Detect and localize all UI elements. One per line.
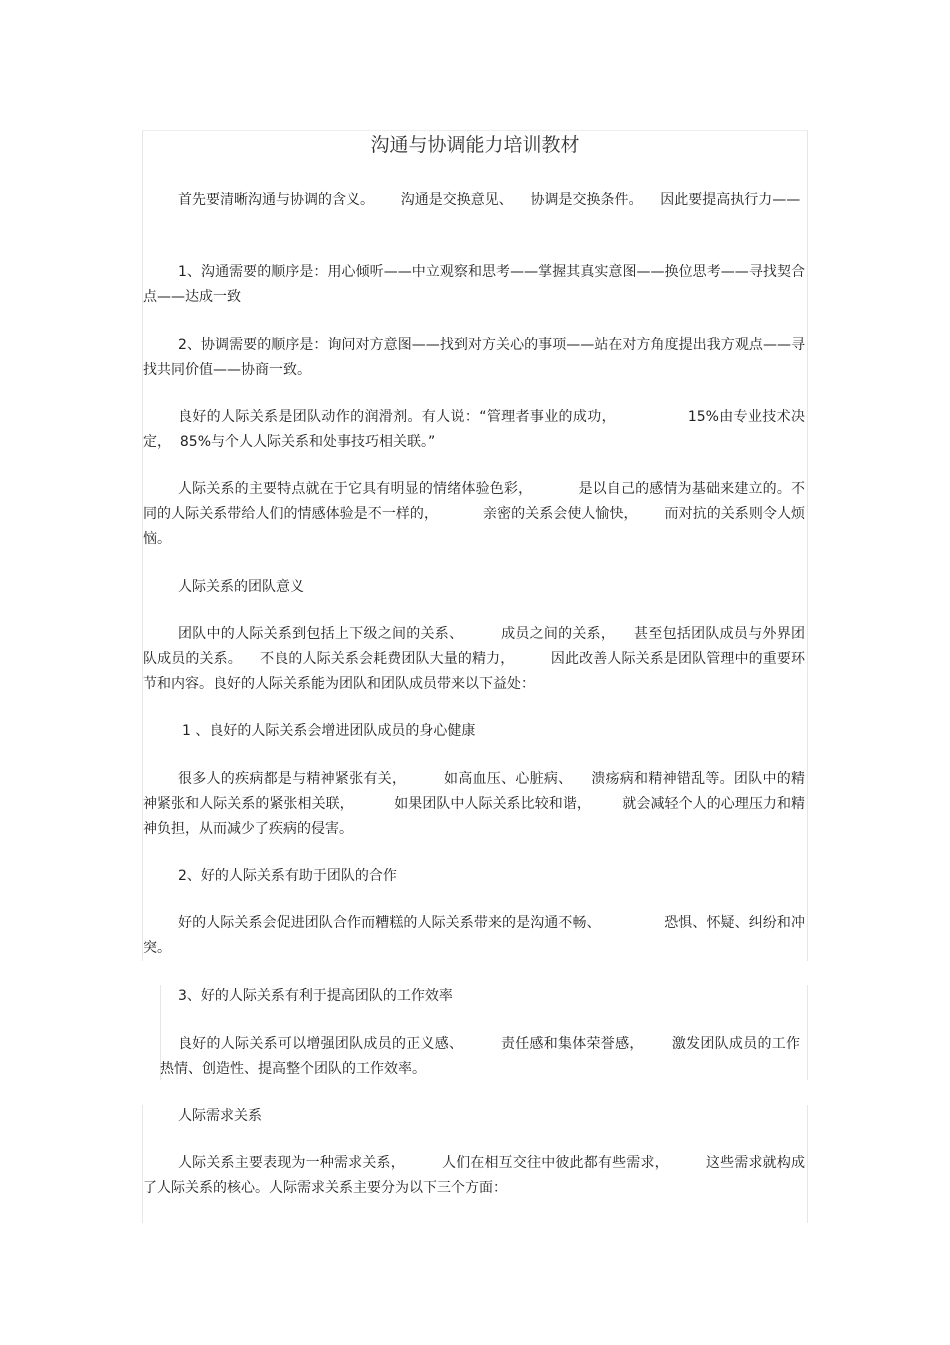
paragraph-communication-order: 1、沟通需要的顺序是：用心倾听——中立观察和思考——掌握其真实意图——换位思考——寻找契合点——达成一致 xyxy=(143,264,805,305)
subheading-health: 1 、良好的人际关系会增进团队成员的身心健康 xyxy=(182,723,476,739)
paragraph-health: 很多人的疾病都是与精神紧张有关， 如高血压、心脏病、 溃疡病和精神错乱等。团队中的精神紧张和人际关系的紧张相关联， 如果团队中人际关系比较和谐， 就会减轻个人的心理压力和精神负担，从而减少了疾病的侵害。 xyxy=(143,771,805,837)
paragraph-cooperation: 好的人际关系会促进团队合作而糟糕的人际关系带来的是沟通不畅、 恐惧、怀疑、纠纷和冲突。 xyxy=(143,915,805,956)
section-heading-team-meaning: 人际关系的团队意义 xyxy=(178,579,304,595)
paragraph-relations-features: 人际关系的主要特点就在于它具有明显的情绪体验色彩， 是以自己的感情为基础来建立的。不同的人际关系带给人们的情感体验是不一样的， 亲密的关系会使人愉快， 而对抗的关系则令人烦恼。 xyxy=(143,481,805,547)
paragraph-needs: 人际关系主要表现为一种需求关系， 人们在相互交往中彼此都有些需求， 这些需求就构成了人际关系的核心。人际需求关系主要分为以下三个方面： xyxy=(143,1155,805,1196)
paragraph-coordination-order: 2、协调需要的顺序是：询问对方意图——找到对方关心的事项——站在对方角度提出我方观点——寻找共同价值——协商一致。 xyxy=(143,337,805,378)
subheading-efficiency: 3、好的人际关系有利于提高团队的工作效率 xyxy=(178,988,453,1004)
paragraph-intro: 首先要清晰沟通与协调的含义。 沟通是交换意见、 协调是交换条件。 因此要提高执行力—— xyxy=(178,192,801,208)
section-heading-needs: 人际需求关系 xyxy=(178,1108,262,1124)
paragraph-team-relations: 团队中的人际关系到包括上下级之间的关系、 成员之间的关系， 甚至包括团队成员与外界团队成员的关系。 不良的人际关系会耗费团队大量的精力， 因此改善人际关系是团队管理中的重要环节和内容。良好的人际关系能为团队和团队成员带来以下益处： xyxy=(143,626,805,692)
subheading-cooperation: 2、好的人际关系有助于团队的合作 xyxy=(178,868,397,884)
paragraph-relations-lubricant: 良好的人际关系是团队动作的润滑剂。有人说：“管理者事业的成功， 15%由专业技术决定， 85%与个人人际关系和处事技巧相关联。” xyxy=(143,409,805,450)
document-title: 沟通与协调能力培训教材 xyxy=(370,134,580,156)
paragraph-efficiency: 良好的人际关系可以增强团队成员的正义感、 责任感和集体荣誉感， 激发团队成员的工作热情、创造性、提高整个团队的工作效率。 xyxy=(160,1036,800,1077)
